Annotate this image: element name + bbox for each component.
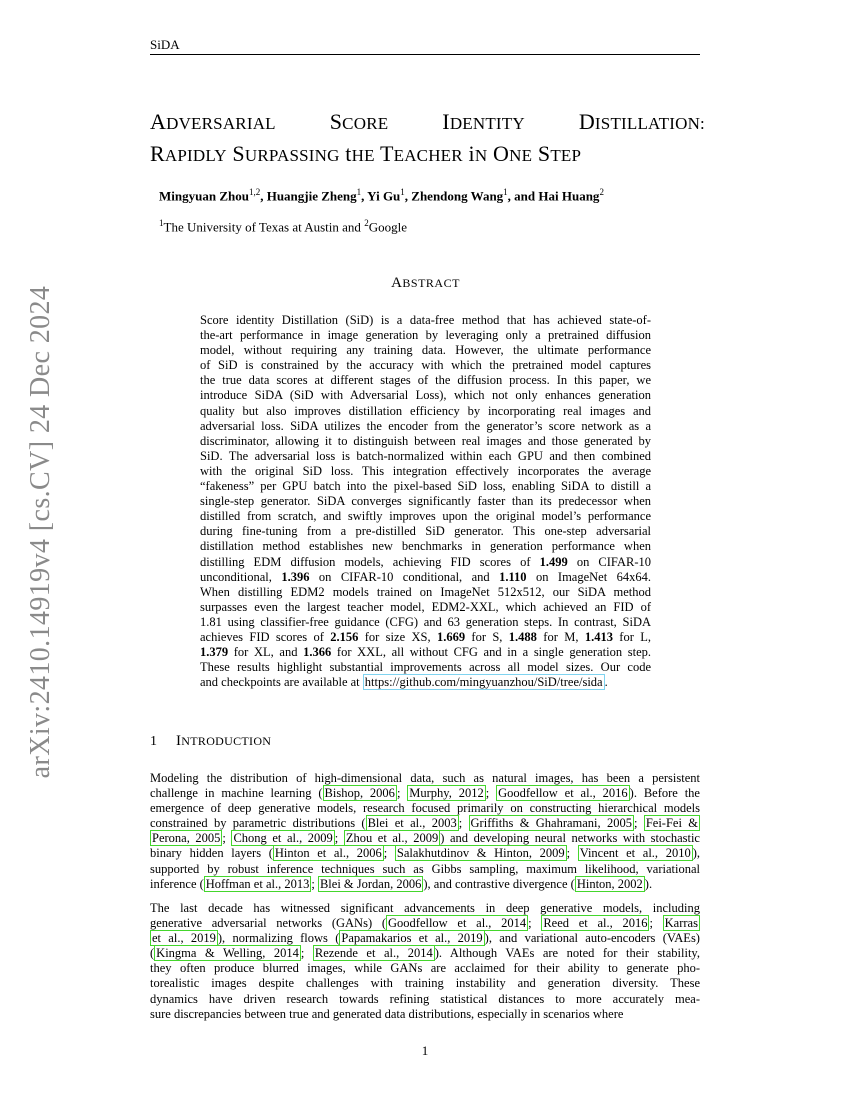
text-run: adversarial loss. SiDA utilizes the encoder from the generator’s score network as a <box>200 418 651 433</box>
paragraph-line <box>150 862 700 877</box>
text-run: Score identity Distillation (SiD) is a data-free method that has achieved state-of- <box>200 313 651 327</box>
text-run: ), and contrastive divergence ( <box>423 876 575 891</box>
abstract-line <box>200 630 651 645</box>
text-run: 1.81 using classifier-free guidance (CFG) and 63 generation steps. In contrast, SiDA <box>200 614 651 629</box>
abstract-heading-text: ABSTRACT <box>391 275 460 291</box>
section-heading <box>150 733 271 750</box>
abstract-line <box>200 570 651 585</box>
section-title <box>176 734 271 749</box>
text-run: ; <box>458 816 469 831</box>
affiliation-mark-1: 1 <box>159 218 164 228</box>
author-name: Hai Huang <box>538 188 600 204</box>
affiliations <box>159 218 407 235</box>
affiliation-1: The University of Texas at Austin and <box>163 219 365 235</box>
citation-link[interactable]: Zhou et al., 2009 <box>345 831 439 846</box>
text-run: ), <box>692 846 700 861</box>
citation-link[interactable]: Hinton, 2002 <box>576 876 643 891</box>
abstract-line <box>200 358 651 373</box>
citation-link[interactable]: Kingma & Welling, 2014 <box>156 946 299 961</box>
citation-link[interactable]: Chong et al., 2009 <box>233 831 333 846</box>
abstract-line <box>200 373 651 388</box>
author-name: Zhendong Wang <box>411 188 504 204</box>
citation-link[interactable]: Bishop, 2006 <box>324 786 395 801</box>
text-run: of SiD is constrained by the accuracy with which the pretrained model captures <box>200 358 651 373</box>
abstract-line <box>200 615 651 630</box>
affiliation-mark-2: 2 <box>364 218 369 228</box>
citation-link[interactable]: Reed et al., 2016 <box>543 916 648 931</box>
abstract-line <box>200 434 651 449</box>
header-rule <box>150 54 700 55</box>
paragraph-line <box>150 801 700 816</box>
text-run: ; <box>396 786 408 801</box>
text-run: for XL, and <box>228 645 304 660</box>
author-name: Yi Gu <box>367 188 401 204</box>
citation-link[interactable]: Karras <box>664 916 698 931</box>
text-run: surpasses even the largest teacher model, EDM2-XXL, which achieved an FID of <box>200 599 651 614</box>
title-word: RAPIDLY <box>150 141 227 166</box>
paragraph-line <box>150 976 700 991</box>
citation-link[interactable]: Blei et al., 2003 <box>367 816 457 831</box>
text-run: ), normalizing flows ( <box>217 931 340 946</box>
author-affiliation-mark: 1,2 <box>248 187 261 197</box>
text-run: ) and developing neural networks with stochastic <box>440 831 700 846</box>
paragraph-line <box>150 901 700 916</box>
paragraph-line <box>150 946 700 961</box>
paper-title <box>150 107 705 171</box>
text-run: they often produce blurred images, while GANs are acclaimed for their ability to generate pho- <box>150 961 700 976</box>
text-run: supported by robust inference techniques such as Gibbs sampling, maximum likelihood, variational <box>150 861 700 876</box>
abstract-line <box>200 494 651 509</box>
title-word: IDENTITY <box>442 109 525 134</box>
abstract-line <box>200 555 651 570</box>
paragraph-line <box>150 831 700 846</box>
text-run: and checkpoints are available at <box>200 675 363 690</box>
author-affiliation-mark: 2 <box>599 187 604 197</box>
text-run: ). Although VAEs are noted for their stability, <box>434 946 700 961</box>
citation-link[interactable]: Blei & Jordan, 2006 <box>319 876 422 891</box>
text-run: ). <box>644 876 653 891</box>
text-run: constrained by parametric distributions ( <box>150 816 366 831</box>
bold-value: 1.669 <box>436 629 466 644</box>
text-run: on CIFAR-10 <box>567 554 651 569</box>
text-run: ; <box>634 816 644 831</box>
text-run: ), and variational auto-encoders (VAEs) <box>484 931 700 946</box>
citation-link[interactable]: Goodfellow et al., 2016 <box>498 786 628 801</box>
text-run: ; <box>222 831 232 846</box>
text-run: ; <box>528 916 542 931</box>
text-run: during fine-tuning from a pre-distilled SiD generator. This one-step adversarial <box>200 524 651 539</box>
section-number: 1 <box>150 734 158 749</box>
text-run: inference ( <box>150 876 204 891</box>
paragraph-line <box>150 771 700 786</box>
text-run: for XXL, all without CFG and in a single generation step. <box>331 645 651 660</box>
abstract-line <box>200 509 651 524</box>
text-run: Modeling the distribution of high-dimensional data, such as natural images, has been a persistent <box>150 771 700 785</box>
text-run: discriminator, allowing it to distinguish between real images and those generated by <box>200 433 651 448</box>
text-run: single-step generator. SiDA converges significantly faster than its predecessor when <box>200 494 651 509</box>
citation-link[interactable]: Rezende et al., 2014 <box>314 946 433 961</box>
title-word: SCORE <box>329 109 389 134</box>
intro-paragraph-1 <box>150 771 700 892</box>
abstract-line <box>200 479 651 494</box>
page-number: 1 <box>421 1043 429 1058</box>
abstract-heading <box>200 275 651 292</box>
text-run: The last decade has witnessed significant advancements in deep generative models, including <box>150 901 700 915</box>
paragraph-line <box>150 931 700 946</box>
paragraph-line <box>150 877 700 892</box>
text-run: ; <box>649 916 663 931</box>
abstract-body <box>200 313 651 690</box>
bold-value: 1.110 <box>499 569 527 584</box>
title-word: ADVERSARIAL <box>150 109 276 134</box>
author-affiliation-mark: 1 <box>400 187 405 197</box>
citation-link[interactable]: Griffiths & Ghahramani, 2005 <box>470 816 632 831</box>
title-word: TEACHER <box>379 141 463 166</box>
author-list: Mingyuan Zhou$^{1,2}$, Huangjie Zheng$^1$, Yi Gu$^1$, Zhendong Wang$^1$, and Hai Huang$^2$ <box>159 187 604 204</box>
text-run: unconditional, <box>200 569 282 584</box>
bold-value: 1.379 <box>200 645 229 660</box>
abstract-line <box>200 660 651 675</box>
text-run: ; <box>300 946 313 961</box>
citation-link[interactable]: Hinton et al., 2006 <box>274 846 382 861</box>
citation-link[interactable]: Murphy, 2012 <box>409 786 484 801</box>
abstract-line <box>200 464 651 479</box>
text-run: quality but also improves distillation efficiency by incorporating real images and <box>200 403 651 418</box>
abstract-line <box>200 388 651 403</box>
text-run: ; <box>485 786 497 801</box>
text-run: distilling EDM diffusion models, achieving FID scores of <box>200 554 540 569</box>
bold-value: 1.366 <box>303 645 332 660</box>
bold-value: 2.156 <box>330 629 359 644</box>
citation-link[interactable]: Goodfellow et al., 2014 <box>388 916 527 931</box>
bold-value: 1.488 <box>508 629 537 644</box>
citation-link[interactable]: Perona, 2005 <box>152 831 221 846</box>
arxiv-stamp: arXiv:2410.14919v4 [cs.CV] 24 Dec 2024 <box>25 285 56 779</box>
affiliation-2: Google <box>368 219 407 235</box>
text-run: sure discrepancies between true and generated data distributions, especially in scenarios where <box>150 1006 624 1021</box>
paragraph-line <box>150 816 700 831</box>
text-run: torealistic images despite challenges with training instability and generation diversity. These <box>150 976 700 991</box>
text-run: emergence of deep generative models, research focused primarily on constructing hierarchical models <box>150 801 700 816</box>
title-word: tHE <box>345 141 375 166</box>
text-run: for size XS, <box>358 629 437 644</box>
text-run: ; <box>311 876 318 891</box>
title-word: ONE <box>493 141 533 166</box>
paragraph-line <box>150 846 700 861</box>
text-run: ; <box>334 831 344 846</box>
text-run: for L, <box>612 629 651 644</box>
text-run: . <box>604 675 608 690</box>
paragraph-line <box>150 786 700 801</box>
author-name: Mingyuan Zhou <box>159 188 249 204</box>
citation-link[interactable]: Papamakarios et al., 2019 <box>341 931 483 946</box>
abstract-line <box>200 585 651 600</box>
citation-link[interactable]: Fei-Fei & <box>645 816 698 831</box>
text-run: ; <box>383 846 395 861</box>
text-run: the true data scores at different stages of the diffusion process. In this paper, we <box>200 373 651 388</box>
running-head: SiDA <box>150 37 180 52</box>
title-line-1 <box>150 107 705 139</box>
bold-value: 1.396 <box>281 569 310 584</box>
text-run: achieves FID scores of <box>200 629 331 644</box>
citation-link[interactable]: Hoffman et al., 2013 <box>205 876 310 891</box>
text-run: on ImageNet 64x64. <box>526 569 651 584</box>
paragraph-line <box>150 1007 700 1022</box>
text-run: distillation method establishes new benchmarks in generation performance when <box>200 539 651 554</box>
citation-link[interactable]: Vincent et al., 2010 <box>579 846 691 861</box>
citation-link[interactable]: et al., 2019 <box>152 931 216 946</box>
text-run: ; <box>566 846 578 861</box>
title-word: DISTILLATION: <box>578 109 705 134</box>
text-run: generative adversarial networks (GANs) ( <box>150 916 386 931</box>
text-run: SiD. The adversarial loss is batch-normalized within each GPU and then combined <box>200 448 651 463</box>
abstract-line <box>200 600 651 615</box>
text-run: “fakeness” per GPU batch into the pixel-based SiD loss, enabling SiDA to distill a <box>200 479 651 494</box>
text-run: distilled from scratch, and swiftly improves upon the original model’s performance <box>200 509 651 524</box>
abstract-line <box>200 313 651 328</box>
text-run: with the original SiD loss. This integration effectively incorporates the average <box>200 463 651 478</box>
title-line-2 <box>150 139 705 171</box>
text-run: the-art performance in image generation by leveraging only a pretrained diffusion <box>200 328 651 343</box>
paragraph-line <box>150 992 700 1007</box>
citation-link[interactable]: Salakhutdinov & Hinton, 2009 <box>396 846 565 861</box>
author-affiliation-mark: 1 <box>503 187 508 197</box>
abstract-line <box>200 343 651 358</box>
paragraph-line <box>150 916 700 931</box>
author-name: Huangjie Zheng <box>266 188 357 204</box>
code-link[interactable]: https://github.com/mingyuanzhou/SiD/tree/sida <box>364 675 603 690</box>
text-run: challenge in machine learning ( <box>150 786 323 801</box>
abstract-line <box>200 645 651 660</box>
paragraph-line <box>150 961 700 976</box>
text-run: model, without requiring any training data. However, the ultimate performance <box>200 343 651 358</box>
bold-value: 1.499 <box>539 554 568 569</box>
intro-paragraph-2 <box>150 901 700 1022</box>
abstract-line <box>200 675 651 690</box>
title-word: iN <box>468 141 488 166</box>
text-run: introduce SiDA (SiD with Adversarial Loss), which not only enhances generation <box>200 388 651 403</box>
bold-value: 1.413 <box>584 629 613 644</box>
section-title-text: INTRODUCTION <box>176 733 272 749</box>
abstract-line <box>200 328 651 343</box>
text-run: ( <box>150 946 155 961</box>
abstract-line <box>200 404 651 419</box>
abstract-line <box>200 524 651 539</box>
abstract-line <box>200 539 651 554</box>
text-run: dynamics have driven research towards refining statistical distances to more accurately mea- <box>150 991 700 1006</box>
title-word: SURPASSING <box>232 141 340 166</box>
text-run: on CIFAR-10 conditional, and <box>309 569 500 584</box>
title-word: STEP <box>537 141 582 166</box>
text-run: binary hidden layers ( <box>150 846 273 861</box>
text-run: When distilling EDM2 models trained on ImageNet 512x512, our SiDA method <box>200 584 651 599</box>
author-affiliation-mark: 1 <box>356 187 362 197</box>
text-run: for M, <box>536 629 585 644</box>
text-run: These results highlight substantial improvements across all model sizes. Our code <box>200 660 651 675</box>
abstract-line <box>200 449 651 464</box>
text-run: for S, <box>465 629 509 644</box>
text-run: ). Before the <box>629 786 700 801</box>
abstract-line <box>200 419 651 434</box>
